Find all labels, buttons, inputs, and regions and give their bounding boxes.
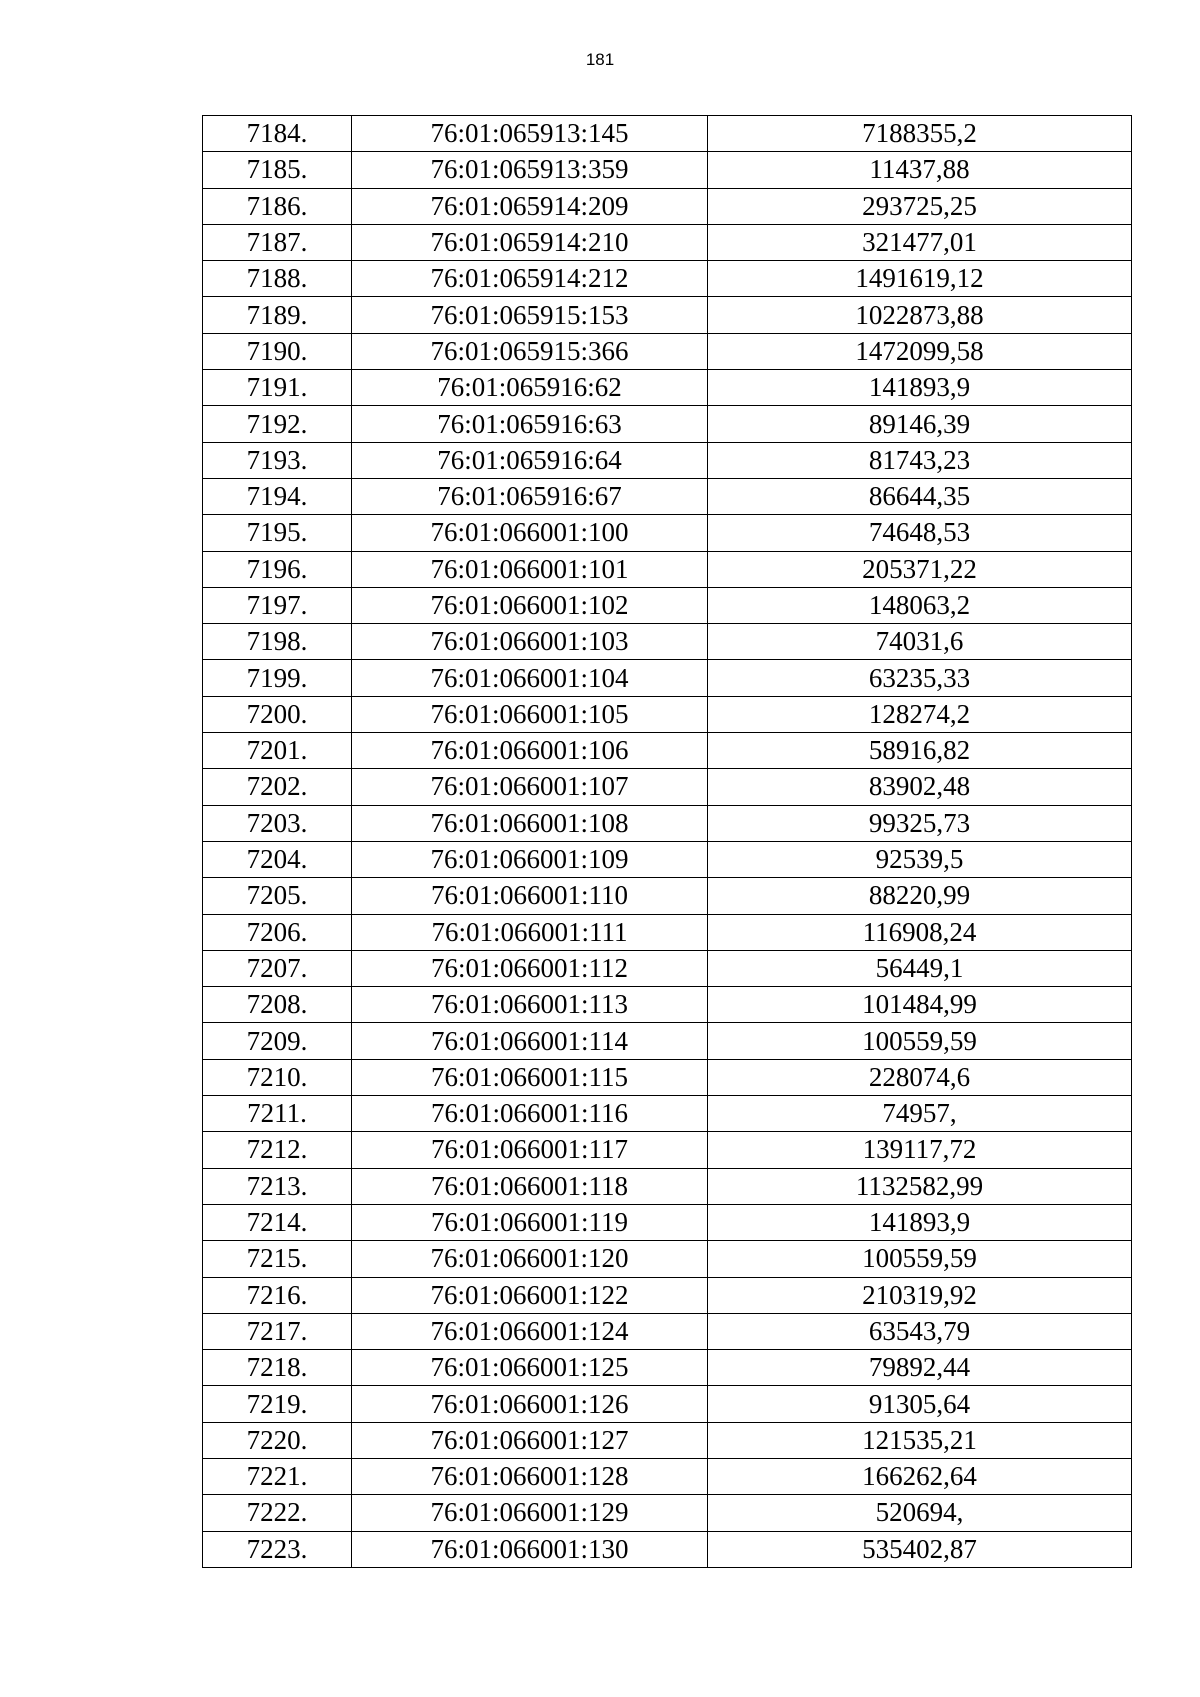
row-number-cell: 7212. — [203, 1132, 352, 1168]
value-cell: 1491619,12 — [708, 261, 1132, 297]
cadastral-number-cell: 76:01:066001:122 — [352, 1277, 708, 1313]
row-number-cell: 7199. — [203, 660, 352, 696]
value-cell: 74648,53 — [708, 515, 1132, 551]
row-number-cell: 7196. — [203, 551, 352, 587]
row-number-cell: 7191. — [203, 370, 352, 406]
row-number-cell: 7194. — [203, 478, 352, 514]
cadastral-number-cell: 76:01:065914:210 — [352, 224, 708, 260]
table-row — [203, 551, 1132, 587]
value-cell: 128274,2 — [708, 696, 1132, 732]
value-cell: 1472099,58 — [708, 333, 1132, 369]
cadastral-number-cell: 76:01:066001:102 — [352, 587, 708, 623]
cadastral-number-cell: 76:01:065915:153 — [352, 297, 708, 333]
table-row — [203, 224, 1132, 260]
table-row — [203, 1096, 1132, 1132]
cadastral-number-cell: 76:01:065916:63 — [352, 406, 708, 442]
row-number-cell: 7195. — [203, 515, 352, 551]
row-number-cell: 7209. — [203, 1023, 352, 1059]
table-row — [203, 1386, 1132, 1422]
cadastral-number-cell: 76:01:066001:107 — [352, 769, 708, 805]
table-row — [203, 769, 1132, 805]
value-cell: 520694, — [708, 1495, 1132, 1531]
row-number-cell: 7189. — [203, 297, 352, 333]
row-number-cell: 7205. — [203, 878, 352, 914]
cadastral-number-cell: 76:01:065916:62 — [352, 370, 708, 406]
table-row — [203, 1495, 1132, 1531]
row-number-cell: 7187. — [203, 224, 352, 260]
value-cell: 141893,9 — [708, 370, 1132, 406]
value-cell: 56449,1 — [708, 950, 1132, 986]
table-row — [203, 1531, 1132, 1567]
value-cell: 100559,59 — [708, 1023, 1132, 1059]
value-cell: 321477,01 — [708, 224, 1132, 260]
cadastral-number-cell: 76:01:066001:110 — [352, 878, 708, 914]
row-number-cell: 7207. — [203, 950, 352, 986]
row-number-cell: 7218. — [203, 1350, 352, 1386]
cadastral-number-cell: 76:01:066001:108 — [352, 805, 708, 841]
table-row — [203, 1458, 1132, 1494]
value-cell: 148063,2 — [708, 587, 1132, 623]
row-number-cell: 7188. — [203, 261, 352, 297]
table-row — [203, 1350, 1132, 1386]
table-row — [203, 478, 1132, 514]
cadastral-number-cell: 76:01:066001:118 — [352, 1168, 708, 1204]
cadastral-number-cell: 76:01:066001:120 — [352, 1241, 708, 1277]
table-row — [203, 116, 1132, 152]
value-cell: 7188355,2 — [708, 116, 1132, 152]
row-number-cell: 7184. — [203, 116, 352, 152]
cadastral-number-cell: 76:01:066001:106 — [352, 733, 708, 769]
row-number-cell: 7215. — [203, 1241, 352, 1277]
value-cell: 166262,64 — [708, 1458, 1132, 1494]
table-row — [203, 878, 1132, 914]
cadastral-number-cell: 76:01:066001:124 — [352, 1313, 708, 1349]
row-number-cell: 7193. — [203, 442, 352, 478]
value-cell: 81743,23 — [708, 442, 1132, 478]
row-number-cell: 7211. — [203, 1096, 352, 1132]
table-body — [203, 116, 1132, 1568]
row-number-cell: 7192. — [203, 406, 352, 442]
value-cell: 100559,59 — [708, 1241, 1132, 1277]
value-cell: 83902,48 — [708, 769, 1132, 805]
row-number-cell: 7217. — [203, 1313, 352, 1349]
row-number-cell: 7203. — [203, 805, 352, 841]
cadastral-number-cell: 76:01:066001:117 — [352, 1132, 708, 1168]
table-row — [203, 370, 1132, 406]
table-row — [203, 1168, 1132, 1204]
cadastral-number-cell: 76:01:065914:209 — [352, 188, 708, 224]
cadastral-number-cell: 76:01:066001:115 — [352, 1059, 708, 1095]
row-number-cell: 7221. — [203, 1458, 352, 1494]
cadastral-number-cell: 76:01:066001:113 — [352, 987, 708, 1023]
table-row — [203, 587, 1132, 623]
cadastral-number-cell: 76:01:066001:111 — [352, 914, 708, 950]
row-number-cell: 7200. — [203, 696, 352, 732]
cadastral-number-cell: 76:01:066001:105 — [352, 696, 708, 732]
table-row — [203, 1313, 1132, 1349]
value-cell: 86644,35 — [708, 478, 1132, 514]
row-number-cell: 7222. — [203, 1495, 352, 1531]
value-cell: 92539,5 — [708, 841, 1132, 877]
table-row — [203, 515, 1132, 551]
value-cell: 74957, — [708, 1096, 1132, 1132]
cadastral-number-cell: 76:01:066001:114 — [352, 1023, 708, 1059]
value-cell: 101484,99 — [708, 987, 1132, 1023]
row-number-cell: 7202. — [203, 769, 352, 805]
row-number-cell: 7216. — [203, 1277, 352, 1313]
cadastral-number-cell: 76:01:066001:101 — [352, 551, 708, 587]
row-number-cell: 7204. — [203, 841, 352, 877]
table-row — [203, 1422, 1132, 1458]
table-row — [203, 406, 1132, 442]
row-number-cell: 7214. — [203, 1204, 352, 1240]
table-row — [203, 333, 1132, 369]
table-row — [203, 1204, 1132, 1240]
value-cell: 210319,92 — [708, 1277, 1132, 1313]
value-cell: 63235,33 — [708, 660, 1132, 696]
row-number-cell: 7223. — [203, 1531, 352, 1567]
cadastral-number-cell: 76:01:066001:127 — [352, 1422, 708, 1458]
row-number-cell: 7220. — [203, 1422, 352, 1458]
table-row — [203, 841, 1132, 877]
value-cell: 74031,6 — [708, 624, 1132, 660]
value-cell: 293725,25 — [708, 188, 1132, 224]
table-row — [203, 805, 1132, 841]
cadastral-number-cell: 76:01:065915:366 — [352, 333, 708, 369]
value-cell: 89146,39 — [708, 406, 1132, 442]
cadastral-number-cell: 76:01:066001:116 — [352, 1096, 708, 1132]
table-row — [203, 987, 1132, 1023]
cadastral-number-cell: 76:01:065914:212 — [352, 261, 708, 297]
cadastral-number-cell: 76:01:065916:64 — [352, 442, 708, 478]
cadastral-number-cell: 76:01:066001:119 — [352, 1204, 708, 1240]
table-row — [203, 914, 1132, 950]
value-cell: 205371,22 — [708, 551, 1132, 587]
row-number-cell: 7197. — [203, 587, 352, 623]
row-number-cell: 7185. — [203, 152, 352, 188]
table-row — [203, 950, 1132, 986]
table-row — [203, 152, 1132, 188]
table-row — [203, 624, 1132, 660]
row-number-cell: 7219. — [203, 1386, 352, 1422]
value-cell: 139117,72 — [708, 1132, 1132, 1168]
table-row — [203, 696, 1132, 732]
row-number-cell: 7198. — [203, 624, 352, 660]
value-cell: 116908,24 — [708, 914, 1132, 950]
cadastral-number-cell: 76:01:066001:129 — [352, 1495, 708, 1531]
table-row — [203, 261, 1132, 297]
value-cell: 1022873,88 — [708, 297, 1132, 333]
cadastral-number-cell: 76:01:066001:130 — [352, 1531, 708, 1567]
row-number-cell: 7210. — [203, 1059, 352, 1095]
table-row — [203, 733, 1132, 769]
row-number-cell: 7186. — [203, 188, 352, 224]
table-row — [203, 1132, 1132, 1168]
cadastral-number-cell: 76:01:066001:126 — [352, 1386, 708, 1422]
cadastral-number-cell: 76:01:066001:125 — [352, 1350, 708, 1386]
row-number-cell: 7206. — [203, 914, 352, 950]
table-row — [203, 442, 1132, 478]
value-cell: 141893,9 — [708, 1204, 1132, 1240]
row-number-cell: 7190. — [203, 333, 352, 369]
table-row — [203, 297, 1132, 333]
cadastral-number-cell: 76:01:066001:104 — [352, 660, 708, 696]
cadastral-number-cell: 76:01:065913:145 — [352, 116, 708, 152]
value-cell: 88220,99 — [708, 878, 1132, 914]
cadastral-number-cell: 76:01:066001:128 — [352, 1458, 708, 1494]
table-row — [203, 1059, 1132, 1095]
cadastral-number-cell: 76:01:065913:359 — [352, 152, 708, 188]
value-cell: 58916,82 — [708, 733, 1132, 769]
cadastral-number-cell: 76:01:066001:109 — [352, 841, 708, 877]
cadastral-number-cell: 76:01:066001:103 — [352, 624, 708, 660]
value-cell: 121535,21 — [708, 1422, 1132, 1458]
table-row — [203, 660, 1132, 696]
value-cell: 99325,73 — [708, 805, 1132, 841]
value-cell: 63543,79 — [708, 1313, 1132, 1349]
table-row — [203, 1241, 1132, 1277]
cadastral-number-cell: 76:01:066001:100 — [352, 515, 708, 551]
row-number-cell: 7201. — [203, 733, 352, 769]
table-row — [203, 1277, 1132, 1313]
value-cell: 228074,6 — [708, 1059, 1132, 1095]
value-cell: 79892,44 — [708, 1350, 1132, 1386]
data-table — [202, 115, 1132, 1568]
table-row — [203, 188, 1132, 224]
value-cell: 11437,88 — [708, 152, 1132, 188]
value-cell: 1132582,99 — [708, 1168, 1132, 1204]
row-number-cell: 7213. — [203, 1168, 352, 1204]
value-cell: 91305,64 — [708, 1386, 1132, 1422]
row-number-cell: 7208. — [203, 987, 352, 1023]
cadastral-number-cell: 76:01:066001:112 — [352, 950, 708, 986]
cadastral-number-cell: 76:01:065916:67 — [352, 478, 708, 514]
table-row — [203, 1023, 1132, 1059]
value-cell: 535402,87 — [708, 1531, 1132, 1567]
page-number: 181 — [585, 50, 615, 69]
